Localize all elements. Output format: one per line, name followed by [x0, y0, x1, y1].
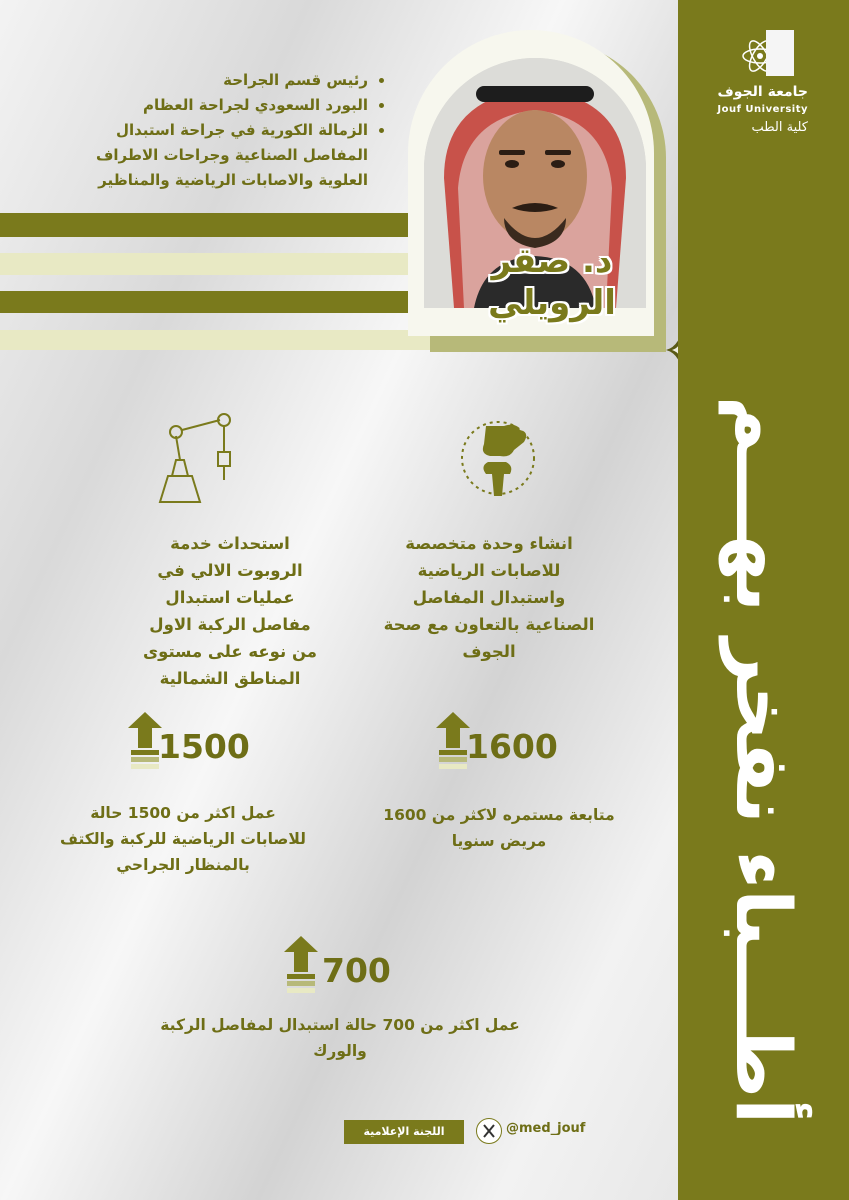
x-logo-icon [477, 1119, 501, 1143]
stripe-dark-1 [0, 213, 430, 237]
media-committee-badge: اللجنة الإعلامية [344, 1120, 464, 1144]
stripe-dark-2 [0, 291, 430, 313]
university-english-name: Jouf University [717, 104, 808, 115]
stat-number: 700 [322, 951, 391, 990]
stat-description: عمل اكثر من 1500 حالة للاصابات الرياضية للركبة والكتف بالمنظار الجراحي [59, 804, 306, 874]
social-handle[interactable]: @med_jouf [506, 1121, 586, 1136]
credential-item: • الزمالة الكورية في جراحة استبدال المفاصل الصناعية وجراحات الاطراف العلوية والاصابات الرياضية والمناظير [48, 118, 368, 193]
robot-arm-icon [150, 410, 240, 506]
stat-description: متابعة مستمره لاكثر من 1600 مريض سنويا [383, 806, 615, 850]
doctor-name: د. صقر الرويلي [488, 241, 616, 323]
university-logo [700, 30, 820, 140]
logo-box [766, 30, 794, 76]
poster-title: أطـــباء نفخر بهـــم [719, 395, 808, 1125]
stat-700 [284, 936, 404, 996]
sports-unit-feature-text: انشاء وحدة متخصصة للاصابات الرياضية واستبدال المفاصل الصناعية بالتعاون مع صحة الجوف [383, 534, 595, 661]
faculty-name: كلية الطب [751, 120, 808, 135]
university-arabic-name: جامعة الجوف [717, 84, 808, 100]
stat-description: عمل اكثر من 700 حالة استبدال لمفاصل الركبة والورك [160, 1016, 520, 1060]
stripe-light-2 [0, 330, 430, 350]
stat-number: 1600 [466, 727, 558, 766]
up-arrow-icon [436, 712, 470, 770]
stripe-light-1 [0, 253, 430, 275]
x-social-icon[interactable] [476, 1118, 502, 1144]
credential-item: • البورد السعودي لجراحة العظام [48, 93, 368, 118]
stat-1500 [128, 712, 258, 772]
stat-1600 [436, 712, 566, 772]
up-arrow-icon [284, 936, 318, 994]
robot-feature-text: استحداث خدمة الروبوت الالي في عمليات استبدال مفاصل الركبة الاول من نوعه على مستوى المناطق الشمالية [142, 534, 318, 688]
doctor-credentials [48, 68, 386, 193]
stat-number: 1500 [158, 727, 250, 766]
up-arrow-icon [128, 712, 162, 770]
bone-joint-icon [458, 416, 538, 500]
credential-item: • رئيس قسم الجراحة [48, 68, 368, 93]
